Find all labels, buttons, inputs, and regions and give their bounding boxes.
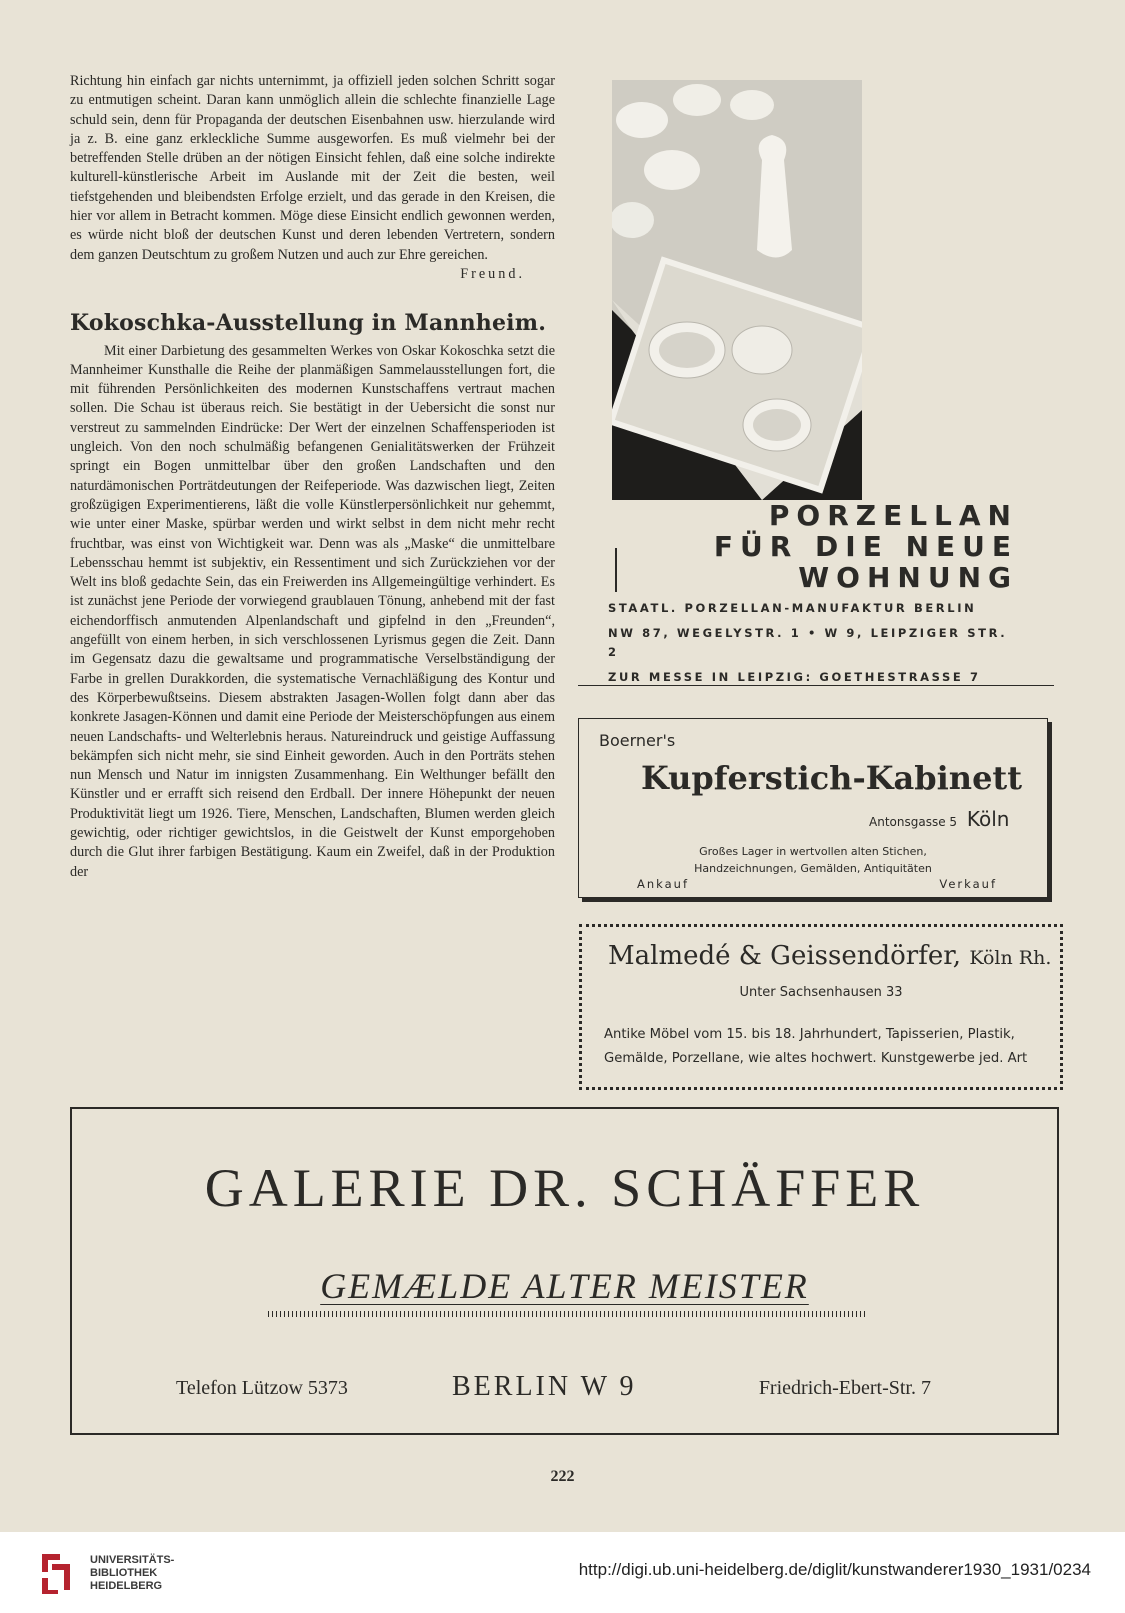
- library-name-line1: UNIVERSITÄTS-: [90, 1554, 175, 1566]
- digitization-footer: [0, 1532, 1125, 1613]
- porcelain-ad-line3: WOHNUNG: [798, 561, 1018, 594]
- source-url-link[interactable]: http://digi.ub.uni-heidelberg.de/diglit/kunstwanderer1930_1931/0234: [578, 1560, 1091, 1579]
- library-name-line2: BIBLIOTHEK: [90, 1567, 158, 1579]
- article-paragraph: Richtung hin einfach gar nichts unternimmt, ja offiziell jeden solchen Schritt sogar zu entmutigen scheint. Daran kann unmöglich allein die schlechte finanzielle Lage schuld sein, denn für Propaganda der deutschen Eisenbahnen usw. hierzulande wird ja z. B. eine ganz erkleckliche Summe ausgeworfen. Es muß vielmehr bei der betreffenden Stelle drüben an der nötigen Einsicht fehlen, daß eine solche indirekte kulturell-künstlerische Arbeit im Auslande mit der Zeit die besten, weil tiefstgehenden und bleibendsten Erfolge erzielt, und das gerade in den Kreisen, die hier vor allem in Betracht kommen. Möge diese Einsicht endlich gewonnen werden, es würde nicht bloß der deutschen Kunst und deren lebenden Vertretern, sondern dem ganzen Deutschtum zu großem Nutzen und auch zur Ehre gereichen.: [70, 73, 555, 263]
- page-number: 222: [550, 1468, 575, 1485]
- left-text-column: [70, 72, 555, 882]
- divider-line: [578, 685, 1054, 686]
- galerie-ad-city: BERLIN W 9: [452, 1371, 637, 1402]
- boerner-ad-city: Köln: [966, 807, 1010, 831]
- article-signature: Freund.: [460, 265, 525, 282]
- boerner-ad-description: [579, 843, 1047, 877]
- malmede-ad-title: [608, 941, 1051, 971]
- boerner-ad-address: [869, 807, 1009, 831]
- malmede-ad-description: [604, 1023, 1027, 1071]
- boerner-ad-street: Antonsgasse 5: [869, 815, 958, 829]
- galerie-ad: [70, 1107, 1059, 1435]
- boerner-ad-name: Kupferstich-Kabinett: [641, 759, 1022, 797]
- library-name: [90, 1554, 174, 1593]
- porcelain-ad-address: NW 87, WEGELYSTR. 1 • W 9, LEIPZIGER STR. 2: [608, 626, 1008, 659]
- porcelain-photo: [612, 80, 862, 500]
- malmede-ad-name: Malmedé & Geissendörfer,: [608, 941, 962, 971]
- porcelain-ad-fair: ZUR MESSE IN LEIPZIG: GOETHESTRASSE 7: [608, 670, 981, 684]
- article-heading: Kokoschka-Ausstellung in Mannheim.: [70, 310, 547, 337]
- malmede-ad: [579, 924, 1063, 1090]
- boerner-ad: [578, 718, 1048, 898]
- malmede-ad-city: Köln Rh.: [969, 947, 1052, 969]
- boerner-ad-desc2: Handzeichnungen, Gemälden, Antiquitäten: [694, 862, 932, 875]
- malmede-ad-desc1: Antike Möbel vom 15. bis 18. Jahrhundert, Tapisserien, Plastik,: [604, 1027, 1015, 1042]
- boerner-ad-owner: Boerner's: [599, 731, 676, 750]
- library-name-line3: HEIDELBERG: [90, 1580, 163, 1592]
- galerie-ad-street: Friedrich-Ebert-Str. 7: [758, 1377, 931, 1399]
- boerner-ad-sell: Verkauf: [939, 877, 997, 891]
- boerner-ad-desc1: Großes Lager in wertvollen alten Stichen,: [699, 845, 927, 858]
- malmede-ad-desc2: Gemälde, Porzellane, wie altes hochwert. Kunstgewerbe jed. Art: [604, 1051, 1028, 1066]
- porcelain-ad-line2: FÜR DIE NEUE: [713, 530, 1018, 563]
- malmede-ad-street: Unter Sachsenhausen 33: [739, 985, 903, 1000]
- porcelain-ad: [608, 500, 1018, 687]
- porcelain-photo-illustration: [612, 80, 862, 500]
- decorative-dotted-rule: [268, 1311, 866, 1317]
- boerner-ad-buy: Ankauf: [637, 877, 689, 891]
- porcelain-ad-company: STAATL. PORZELLAN-MANUFAKTUR BERLIN: [608, 601, 977, 615]
- galerie-ad-phone: Telefon Lützow 5373: [176, 1377, 348, 1399]
- article-paragraph: Mit einer Darbietung des gesammelten Werkes von Oskar Kokoschka setzt die Mannheimer Kunsthalle die Reihe der planmäßigen Sammelausstellungen fort, die mit führenden Persönlichkeiten des modernen Kunstschaffens vertraut machen sollen. Die Schau ist überaus reich. Sie bestätigt in der Uebersicht die sonst nur verstreut zu sammelnden Eindrücke: Der Wert der einzelnen Schaffensperioden ist ungleich. Von den noch schulmäßig befangenen Genialitätswerken der Frühzeit springt ein Bogen unmittelbar über den großen Landschaften und den naturdämonischen Porträtdeutungen der Reifeperiode. Was dazwischen liegt, Zeiten großzügigen Experimentierens, läßt die volle Künstlerpersönlichkeit nur gehemmt, wie unter einer Maske, spürbar werden und wirkt selbst in dem nicht mehr recht fruchtbar, was einst von Wichtigkeit war. Denn was als „Maske“ die unmittelbare Lebensschau hemmt ist subjektiv, ein Ressentiment und sich Zurückziehen vor der Welt ins bloß gedachte Sein, das ein Freiwerden ins Allgemeingültige verhindert. Es ist zunächst jene Periode der vorwiegend graublauen Tönung, anhebend mit der fast eichendorffisch anmutenden Alpenlandschaft und gipfelnd in den „Freunden“, angefüllt von einem herben, in sich verschlossenen Lyrismus gegen die Zeit. Dann im Gegensatz dazu die gewaltsame und programmatische Verselbständigung der Farbe in grellen Durakkorden, die systematische Vernachläßigung des Kontur und des Körperbewußtseins. Diesem abstrakten Jasagen-Wollen folgt dann aber das konkrete Jasagen-Können und damit eine Periode der Meisterschöpfungen aus einem neuen Landschafts- und Welterlebnis heraus. Natureindruck und geistige Auffassung bekämpfen sich nicht mehr, sie sind Einheit geworden. Auch in den Porträts stehen nun Mensch und Natur im innigsten Zusammenhang. Ein Welthunger befällt den Künstler und er errafft sich reisend den Erdball. Der innere Höhepunkt der neuen Produktivität liegt um 1926. Tiere, Menschen, Landschaften, Blumen werden gleich gewichtig, oder richtiger gewichtslos, in die Geistwelt der Kunst emporgehoben durch die Glut ihrer farbigen Bestätigung. Kaum ein Zweifel, daß in der Produktion der: [70, 342, 555, 880]
- galerie-ad-name: GALERIE DR. SCHÄFFER: [204, 1158, 925, 1218]
- porcelain-ad-line1: PORZELLAN: [768, 499, 1018, 532]
- galerie-ad-subtitle: GEMÆLDE ALTER MEISTER: [320, 1266, 809, 1306]
- university-library-logo-icon: [38, 1550, 78, 1594]
- galerie-ad-subtitle-wrap: [72, 1265, 1057, 1307]
